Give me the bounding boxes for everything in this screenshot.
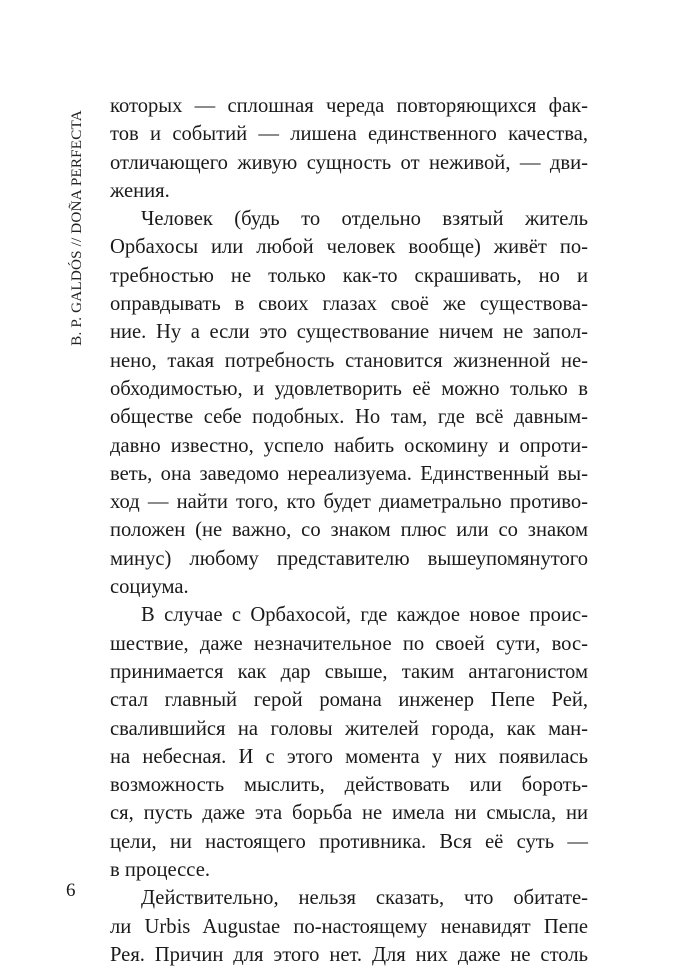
text-line: свалившийся на головы жителей города, как ман- [110,717,588,740]
page-number: 6 [66,880,76,901]
text-line: ход — найти того, кто будет диаметрально противо- [110,491,588,514]
text-line: социума. [110,576,189,599]
text-line: давно известно, успело набить оскомину и опроти- [110,434,588,457]
text-line: принимается как дар свыше, таким антагонистом [110,660,588,683]
text-line: ние. Ну а если это существование ничем не запол- [110,321,588,344]
text-line: шествие, даже незначительное по своей сути, вос- [110,632,588,655]
paragraph-2 [110,205,588,601]
text-line: тов и событий — лишена единственного качества, [110,123,588,146]
text-line: положен (не важно, со знаком плюс или со знаком [110,519,588,542]
text-line: отличающего живую сущность от неживой, — дви- [110,151,588,174]
text-line: ли Urbis Augustae по-настоящему ненавидят Пепе [110,915,588,938]
text-line: обществе себе подобных. Но там, где всё давным- [110,406,588,429]
paragraph-1 [110,92,588,205]
text-line: В случае с Орбахосой, где каждое новое проис- [141,604,588,627]
text-line: Действительно, нельзя сказать, что обитате- [141,887,588,910]
text-line: обходимостью, и удовлетворить её можно только в [110,377,588,400]
text-line: которых — сплошная череда повторяющихся фак- [110,95,588,117]
text-line: ся, пусть даже эта борьба не имела ни смысла, ни [110,802,588,825]
text-line: стал главный герой романа инженер Пепе Рей, [110,689,588,712]
text-line: жения. [110,179,170,202]
text-line: минус) любому представителю вышеупомянутого [110,547,588,570]
text-line: Рея. Причин для этого нет. Для них даже не столь [110,943,588,966]
paragraph-4 [110,884,588,969]
text-line: цели, ни настоящего противника. Вся её суть — [110,830,588,853]
body-text [110,92,588,969]
paragraph-3 [110,601,588,884]
text-line: веть, она заведомо нереализуема. Единственный вы- [110,462,588,485]
text-line: в процессе. [110,859,210,882]
text-line: оправдывать в своих глазах своё же существова- [110,293,588,316]
text-line: нено, такая потребность становится жизненной не- [110,349,588,372]
text-line: возможность мыслить, действовать или бороть- [110,774,588,797]
text-line: требностью не только как-то скрашивать, но и [110,264,588,287]
text-line: Орбахосы или любой человек вообще) живёт по- [110,236,588,259]
text-line: на небесная. И с этого момента у них появилась [110,745,588,768]
running-head-text: B. P. GALDÓS // DOÑA PERFECTA [68,110,85,346]
text-line: Человек (будь то отдельно взятый житель [141,208,588,231]
